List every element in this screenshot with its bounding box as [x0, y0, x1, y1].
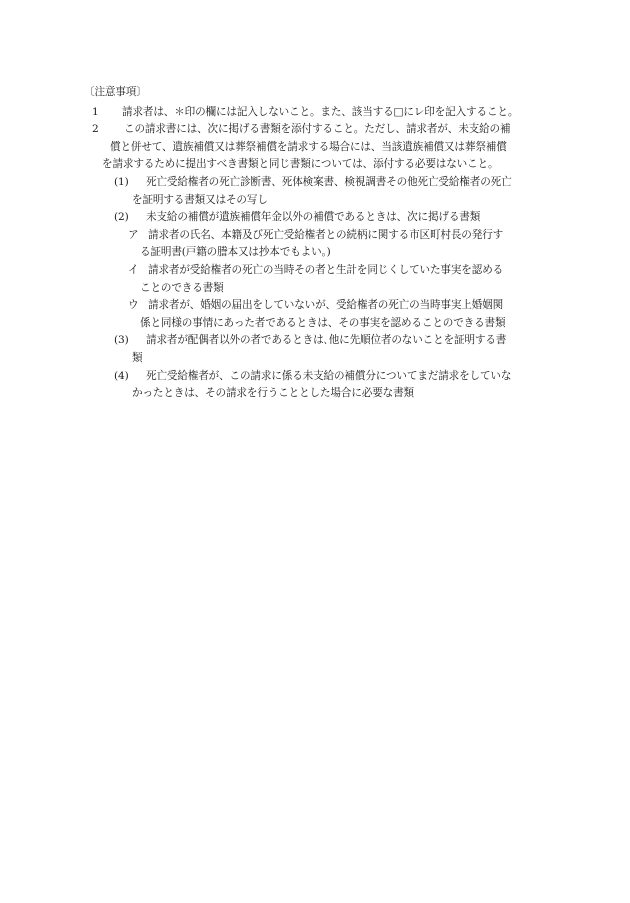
subitem-text: 死亡受給権者の死亡診断書、死体検案書、検視調書その他死亡受給権者の死亡 を証明する書類又はその写し: [132, 175, 512, 206]
item-number: 2: [92, 123, 99, 136]
note-subsubitem-u: [84, 297, 554, 332]
subsubitem-number: ア: [128, 228, 139, 241]
note-subitem-3: [84, 332, 554, 367]
note-item-1: [84, 104, 554, 122]
subsubitem-number: ウ: [128, 299, 139, 312]
item-number: 1: [92, 105, 99, 118]
note-item-2: [84, 121, 554, 174]
note-subsubitem-i: [84, 262, 554, 297]
subsubitem-number: イ: [128, 263, 139, 276]
subitem-number: (1): [114, 175, 129, 188]
subsubitem-text: 請求者が受給権者の死亡の当時その者と生計を同じくしていた事実を認める ことのできる書類: [140, 263, 504, 294]
note-subitem-4: [84, 368, 554, 403]
item-text: この請求書には、次に掲げる書類を添付すること。ただし、請求者が、未支給の補 償と併せて、遺族補償又は葬祭補償を請求する場合には、当該遺族補償又は葬祭補償 を請求するために提出すべき書類と同じ書類については、添付する必要はないこと。: [102, 123, 511, 171]
subsubitem-text: 請求者の氏名、本籍及び死亡受給権者との続柄に関する市区町村長の発行す る証明書(戸籍の謄本又は抄本でもよい。): [140, 228, 504, 259]
subitem-text: 死亡受給権者が、この請求に係る未支給の補償分についてまだ請求をしていな かったときは、その請求を行うこととした場合に必要な書類: [132, 369, 512, 400]
notes-heading: 〔注意事項〕: [84, 86, 147, 98]
subitem-text: 請求者が配偶者以外の者であるときは､他に先順位者のないことを証明する書 類: [132, 334, 507, 364]
note-subsubitem-a: [84, 227, 554, 262]
note-subitem-2: [84, 209, 554, 227]
note-subitem-1: [84, 174, 554, 209]
subitem-text: 未支給の補償が遺族補償年金以外の補償であるときは、次に掲げる書類: [146, 211, 481, 224]
subitem-number: (2): [114, 211, 129, 224]
subitem-number: (4): [114, 369, 129, 382]
notes-section: [84, 84, 554, 403]
subsubitem-text: 請求者が、婚姻の届出をしていないが、受給権者の死亡の当時事実上婚姻関 係と同様の事情にあった者であるときは、その事実を認めることのできる書類: [140, 299, 506, 329]
subitem-number: (3): [114, 334, 129, 347]
item-text: 請求者は、＊印の欄には記入しないこと。また、該当する□にレ印を記入すること。: [122, 105, 519, 118]
